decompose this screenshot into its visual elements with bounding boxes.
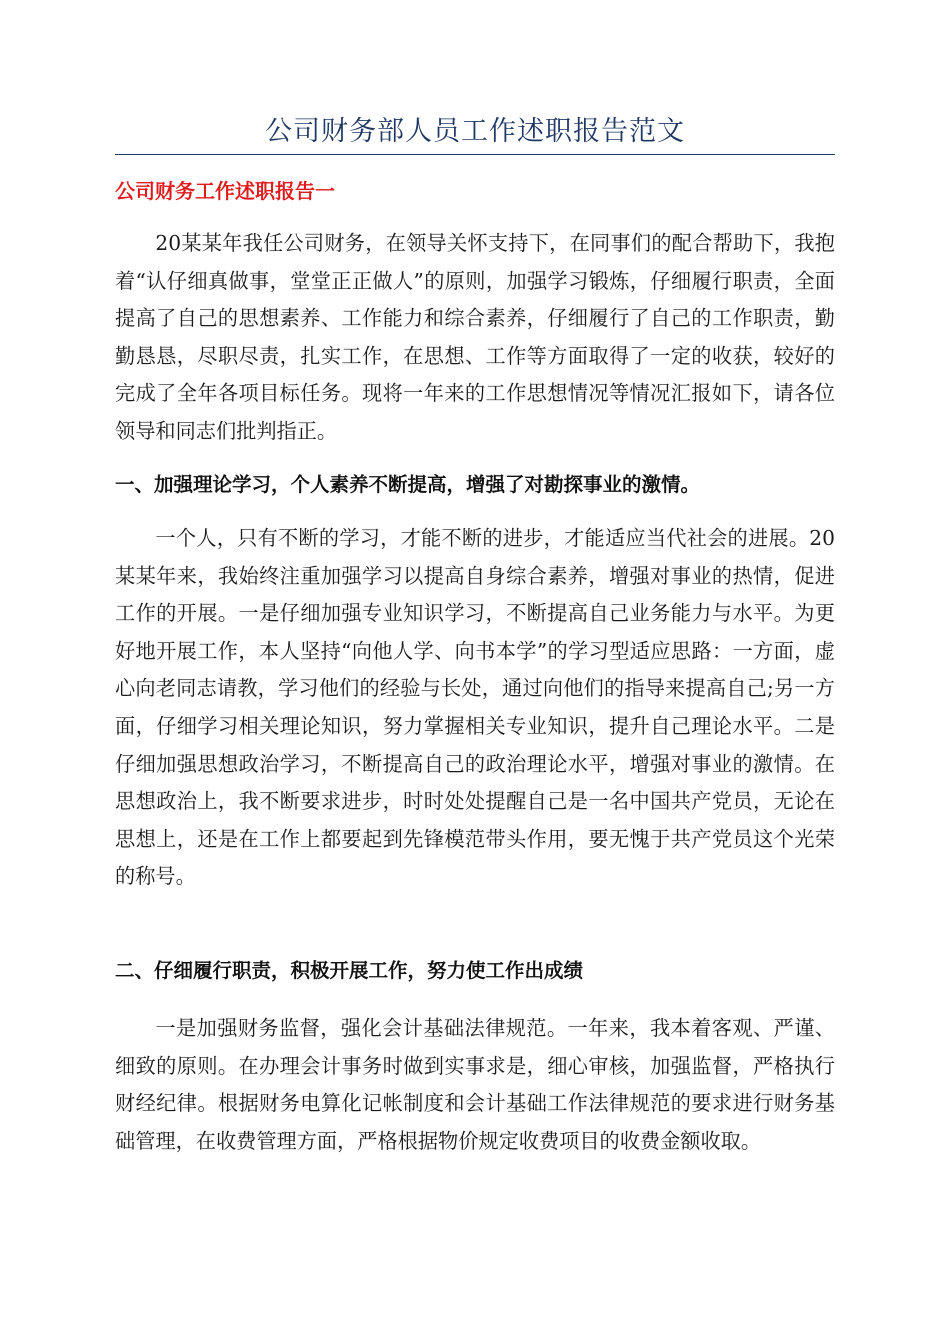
section-heading-2: 二、仔细履行职责，积极开展工作，努力使工作出成绩 xyxy=(115,959,584,982)
section-1-paragraph: 一个人，只有不断的学习，才能不断的进步，才能适应当代社会的进展。20某某年来，我始终注重加强学习以提高自身综合素养，增强对事业的热情，促进工作的开展。一是仔细加强专业知识学习，不断提高自己业务能力与水平。为更好地开展工作，本人坚持“向他人学、向书本学”的学习型适应思路：一方面，虚心向老同志请教，学习他们的经验与长处，通过向他们的指导来提高自己;另一方面，仔细学习相关理论知识，努力掌握相关专业知识，提升自己理论水平。二是仔细加强思想政治学习，不断提高自己的政治理论水平，增强对事业的激情。在思想政治上，我不断要求进步，时时处处提醒自己是一名中国共产党员，无论在思想上，还是在工作上都要起到先锋模范带头作用，要无愧于共产党员这个光荣的称号。 xyxy=(115,526,835,889)
title-underline xyxy=(115,154,835,155)
section-2-paragraph: 一是加强财务监督，强化会计基础法律规范。一年来，我本着客观、严谨、细致的原则。在办理会计事务时做到实事求是，细心审核，加强监督，严格执行财经纪律。根据财务电算化记帐制度和会计基础工作法律规范的要求进行财务基础管理，在收费管理方面，严格根据物价规定收费项目的收费金额收取。 xyxy=(115,1016,835,1153)
document-title: 公司财务部人员工作述职报告范文 xyxy=(265,116,685,147)
report-subtitle: 公司财务工作述职报告一 xyxy=(115,179,335,203)
intro-paragraph: 20某某年我任公司财务，在领导关怀支持下，在同事们的配合帮助下，我抱着“认仔细真做事，堂堂正正做人”的原则，加强学习锻炼，仔细履行职责，全面提高了自己的思想素养、工作能力和综合素养，仔细履行了自己的工作职责，勤勤恳恳，尽职尽责，扎实工作，在思想、工作等方面取得了一定的收获，较好的完成了全年各项目标任务。现将一年来的工作思想情况等情况汇报如下，请各位领导和同志们批判指正。 xyxy=(115,231,835,443)
section-heading-1: 一、加强理论学习，个人素养不断提高，增强了对勘探事业的激情。 xyxy=(115,473,701,496)
